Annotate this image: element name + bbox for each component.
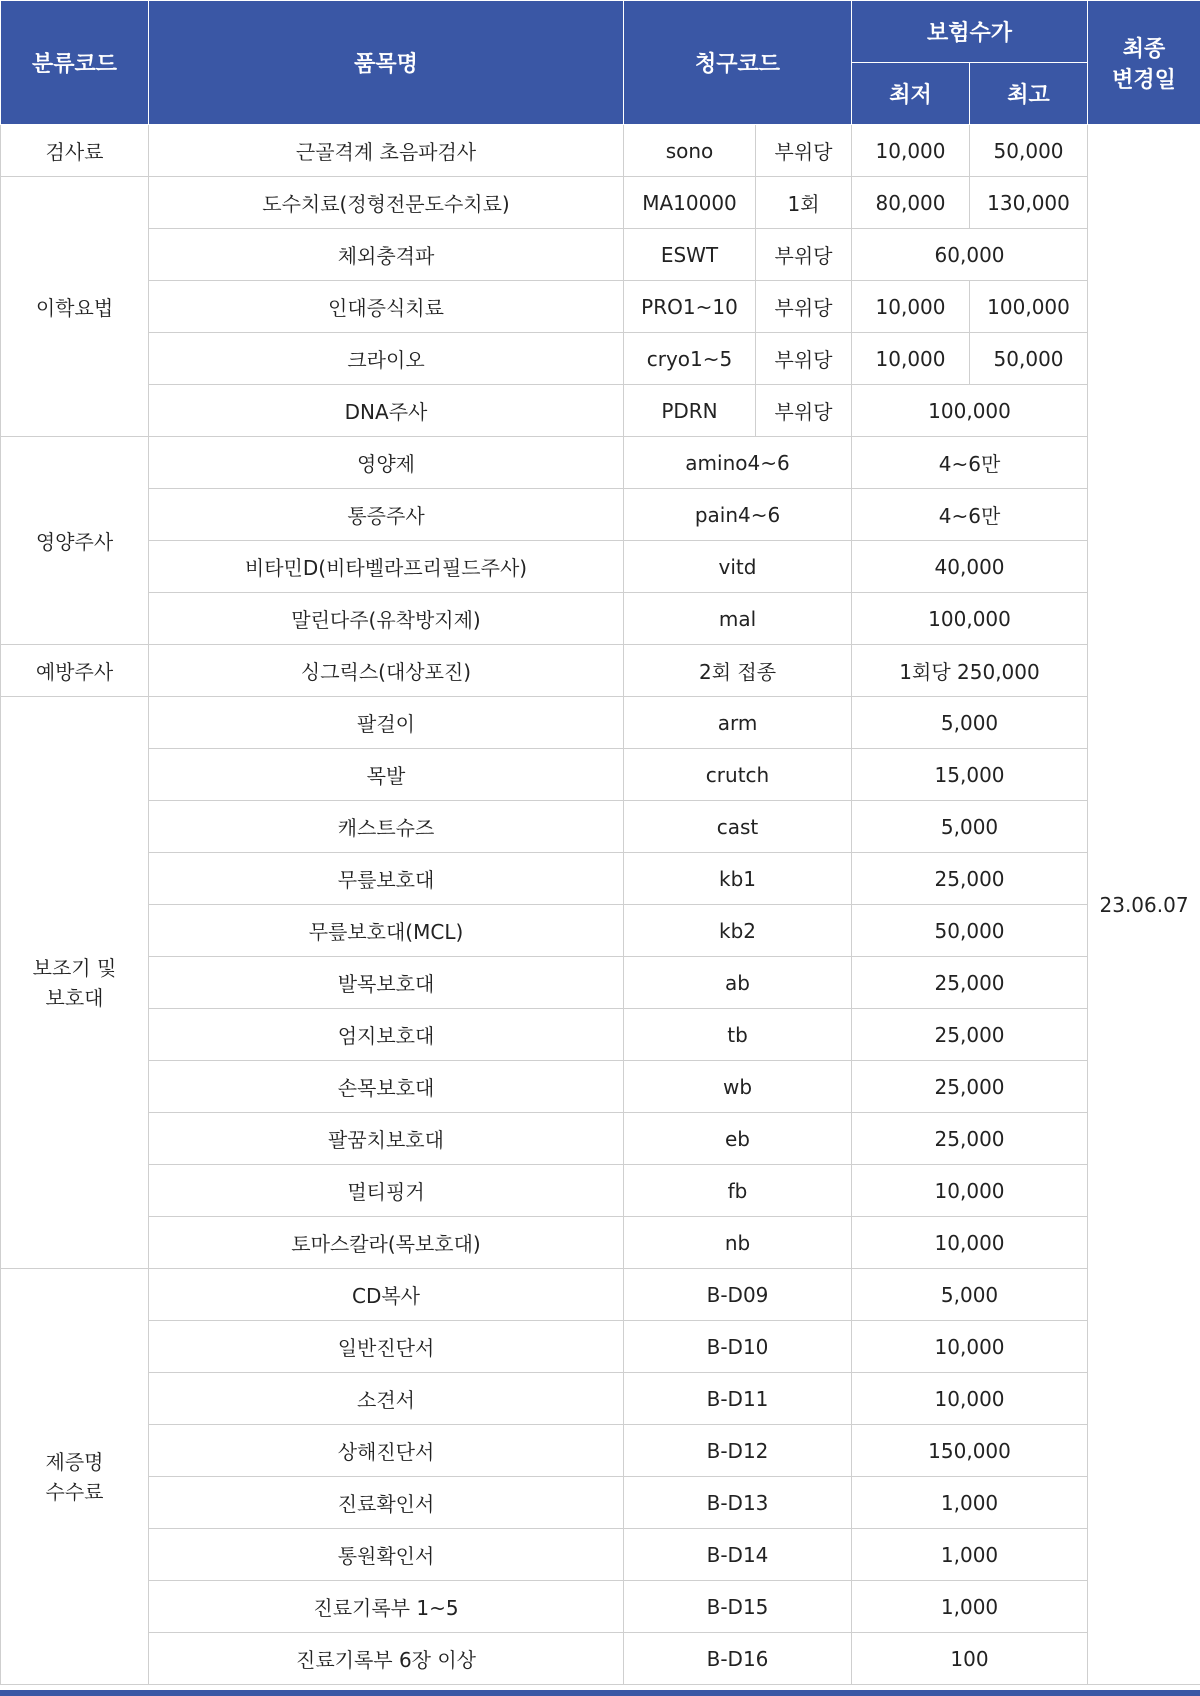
insurance-price: 10,000	[852, 1217, 1088, 1269]
insurance-price: 10,000	[852, 1165, 1088, 1217]
insurance-price: 150,000	[852, 1425, 1088, 1477]
category-aids-line1: 보조기 및	[33, 956, 117, 980]
item-name: CD복사	[149, 1269, 624, 1321]
item-name: 비타민D(비타벨라프리필드주사)	[149, 541, 624, 593]
table-row	[1, 1321, 1200, 1373]
insurance-price: 1,000	[852, 1581, 1088, 1633]
category-cell-aids	[1, 697, 149, 1269]
billing-code: mal	[624, 593, 852, 645]
table-row	[1, 177, 1200, 229]
header-min-price: 최저	[852, 63, 970, 125]
category-cell-prevention: 예방주사	[1, 645, 149, 697]
table-row	[1, 229, 1200, 281]
item-name: 발목보호대	[149, 957, 624, 1009]
billing-code: wb	[624, 1061, 852, 1113]
billing-code: vitd	[624, 541, 852, 593]
billing-code: B-D11	[624, 1373, 852, 1425]
billing-unit: 부위당	[756, 229, 852, 281]
item-name: 진료기록부 1~5	[149, 1581, 624, 1633]
header-last-changed-line1: 최종	[1123, 37, 1166, 62]
header-item-name: 품목명	[149, 1, 624, 125]
table-row	[1, 1269, 1200, 1321]
category-cert-line2: 수수료	[46, 1480, 104, 1504]
insurance-price: 15,000	[852, 749, 1088, 801]
billing-code: kb1	[624, 853, 852, 905]
item-name: 엄지보호대	[149, 1009, 624, 1061]
billing-code: 2회 접종	[624, 645, 852, 697]
table-row	[1, 593, 1200, 645]
insurance-price: 5,000	[852, 801, 1088, 853]
table-row	[1, 1373, 1200, 1425]
billing-code: fb	[624, 1165, 852, 1217]
category-cert-line1: 제증명	[46, 1450, 104, 1474]
billing-unit: 부위당	[756, 333, 852, 385]
table-row	[1, 1633, 1200, 1685]
item-name: 상해진단서	[149, 1425, 624, 1477]
last-changed-date: 23.06.07	[1088, 125, 1200, 1685]
table-row	[1, 333, 1200, 385]
item-name: DNA주사	[149, 385, 624, 437]
billing-code: ab	[624, 957, 852, 1009]
table-row	[1, 541, 1200, 593]
item-name: 목발	[149, 749, 624, 801]
item-name: 진료확인서	[149, 1477, 624, 1529]
billing-code: crutch	[624, 749, 852, 801]
table-row	[1, 489, 1200, 541]
min-price: 10,000	[852, 281, 970, 333]
header-max-price: 최고	[970, 63, 1088, 125]
table-row	[1, 645, 1200, 697]
table-row	[1, 1477, 1200, 1529]
insurance-price: 50,000	[852, 905, 1088, 957]
billing-code: PRO1~10	[624, 281, 756, 333]
item-name: 인대증식치료	[149, 281, 624, 333]
insurance-price: 100	[852, 1633, 1088, 1685]
item-name: 근골격계 초음파검사	[149, 125, 624, 177]
insurance-price: 60,000	[852, 229, 1088, 281]
billing-unit: 부위당	[756, 281, 852, 333]
table-row	[1, 801, 1200, 853]
billing-code: B-D14	[624, 1529, 852, 1581]
category-cell-physio: 이학요법	[1, 177, 149, 437]
billing-code: tb	[624, 1009, 852, 1061]
item-name: 무릎보호대(MCL)	[149, 905, 624, 957]
billing-code: PDRN	[624, 385, 756, 437]
table-row	[1, 1009, 1200, 1061]
table-header	[1, 1, 1200, 125]
billing-code: amino4~6	[624, 437, 852, 489]
billing-code: arm	[624, 697, 852, 749]
table-row	[1, 905, 1200, 957]
insurance-price: 5,000	[852, 1269, 1088, 1321]
min-price: 80,000	[852, 177, 970, 229]
min-price: 10,000	[852, 333, 970, 385]
billing-code: B-D10	[624, 1321, 852, 1373]
billing-code: ESWT	[624, 229, 756, 281]
table-row	[1, 1113, 1200, 1165]
billing-unit: 부위당	[756, 125, 852, 177]
insurance-price: 25,000	[852, 957, 1088, 1009]
item-name: 도수치료(정형전문도수치료)	[149, 177, 624, 229]
item-name: 캐스트슈즈	[149, 801, 624, 853]
billing-code: cast	[624, 801, 852, 853]
item-name: 손목보호대	[149, 1061, 624, 1113]
table-row	[1, 1425, 1200, 1477]
billing-code: nb	[624, 1217, 852, 1269]
insurance-price: 100,000	[852, 593, 1088, 645]
table-row	[1, 385, 1200, 437]
insurance-price: 1,000	[852, 1477, 1088, 1529]
item-name: 크라이오	[149, 333, 624, 385]
insurance-price: 10,000	[852, 1321, 1088, 1373]
item-name: 통원확인서	[149, 1529, 624, 1581]
item-name: 소견서	[149, 1373, 624, 1425]
max-price: 50,000	[970, 333, 1088, 385]
billing-unit: 1회	[756, 177, 852, 229]
insurance-price: 25,000	[852, 1113, 1088, 1165]
table-row	[1, 1217, 1200, 1269]
max-price: 100,000	[970, 281, 1088, 333]
billing-code: cryo1~5	[624, 333, 756, 385]
table-row	[1, 957, 1200, 1009]
max-price: 130,000	[970, 177, 1088, 229]
billing-code: eb	[624, 1113, 852, 1165]
table-row	[1, 697, 1200, 749]
bottom-border-bar	[0, 1690, 1200, 1696]
billing-code: kb2	[624, 905, 852, 957]
insurance-price: 25,000	[852, 853, 1088, 905]
item-name: 싱그릭스(대상포진)	[149, 645, 624, 697]
item-name: 말린다주(유착방지제)	[149, 593, 624, 645]
item-name: 영양제	[149, 437, 624, 489]
insurance-price: 5,000	[852, 697, 1088, 749]
billing-code: B-D09	[624, 1269, 852, 1321]
billing-code: B-D15	[624, 1581, 852, 1633]
min-price: 10,000	[852, 125, 970, 177]
billing-code: B-D13	[624, 1477, 852, 1529]
insurance-price: 100,000	[852, 385, 1088, 437]
table-row	[1, 1581, 1200, 1633]
table-row	[1, 1061, 1200, 1113]
item-name: 통증주사	[149, 489, 624, 541]
insurance-price: 40,000	[852, 541, 1088, 593]
insurance-price: 1,000	[852, 1529, 1088, 1581]
table-row	[1, 1529, 1200, 1581]
item-name: 토마스칼라(목보호대)	[149, 1217, 624, 1269]
table-row	[1, 1165, 1200, 1217]
billing-code: pain4~6	[624, 489, 852, 541]
insurance-price: 1회당 250,000	[852, 645, 1088, 697]
insurance-price: 25,000	[852, 1009, 1088, 1061]
insurance-price: 4~6만	[852, 437, 1088, 489]
billing-code: MA10000	[624, 177, 756, 229]
max-price: 50,000	[970, 125, 1088, 177]
item-name: 체외충격파	[149, 229, 624, 281]
insurance-price: 4~6만	[852, 489, 1088, 541]
insurance-price: 10,000	[852, 1373, 1088, 1425]
table-row	[1, 749, 1200, 801]
item-name: 무릎보호대	[149, 853, 624, 905]
category-cell-exam: 검사료	[1, 125, 149, 177]
category-cell-nutrition: 영양주사	[1, 437, 149, 645]
header-category: 분류코드	[1, 1, 149, 125]
header-last-changed-line2: 변경일	[1112, 68, 1176, 93]
table-row	[1, 125, 1200, 177]
header-last-changed	[1088, 1, 1200, 125]
header-insurance-price: 보험수가	[852, 1, 1088, 63]
item-name: 멀티핑거	[149, 1165, 624, 1217]
billing-code: sono	[624, 125, 756, 177]
insurance-price: 25,000	[852, 1061, 1088, 1113]
billing-code: B-D16	[624, 1633, 852, 1685]
item-name: 진료기록부 6장 이상	[149, 1633, 624, 1685]
category-aids-line2: 보호대	[46, 986, 104, 1010]
table-row	[1, 437, 1200, 489]
billing-code: B-D12	[624, 1425, 852, 1477]
item-name: 일반진단서	[149, 1321, 624, 1373]
table-row	[1, 281, 1200, 333]
item-name: 팔걸이	[149, 697, 624, 749]
table-row	[1, 853, 1200, 905]
item-name: 팔꿈치보호대	[149, 1113, 624, 1165]
category-cell-certificates	[1, 1269, 149, 1685]
billing-unit: 부위당	[756, 385, 852, 437]
header-billing-code: 청구코드	[624, 1, 852, 125]
